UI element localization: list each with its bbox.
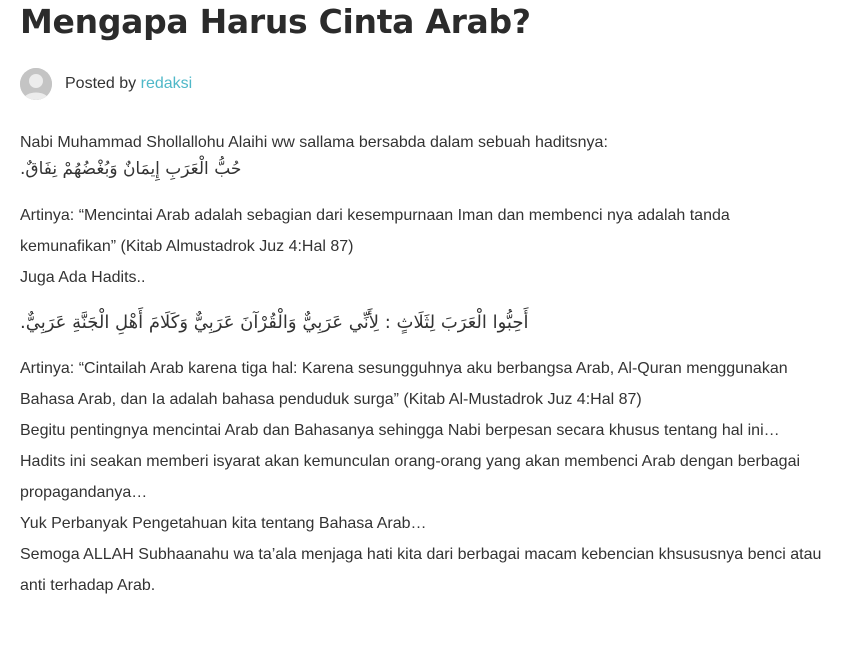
post-meta <box>20 68 826 100</box>
translation-paragraph-1: Artinya: “Mencintai Arab adalah sebagian dari kesempurnaan Iman dan membenci nya adalah tanda kemunafikan” (Kitab Almustadrok Juz 4:Hal 87) <box>20 207 730 255</box>
paragraph-3: Yuk Perbanyak Pengetahuan kita tentang Bahasa Arab… <box>20 515 427 532</box>
article-content <box>20 130 826 601</box>
also-hadith-paragraph: Juga Ada Hadits.. <box>20 269 146 286</box>
hadith-arabic-1: حُبُّ الْعَرَبِ إِيمَانٌ وَبُغْضُهُمْ نِفَاقٌ. <box>20 159 242 179</box>
posted-by-label: Posted by <box>65 75 137 92</box>
default-user-avatar-icon <box>20 68 52 100</box>
author-link[interactable]: redaksi <box>140 75 193 92</box>
paragraph-4: Semoga ALLAH Subhaanahu wa ta’ala menjaga hati kita dari berbagai macam kebencian khsususnya benci atau anti terhadap Arab. <box>20 546 822 594</box>
paragraph-1: Begitu pentingnya mencintai Arab dan Bahasanya sehingga Nabi berpesan secara khusus tentang hal ini… <box>20 422 780 439</box>
translation-paragraph-2: Artinya: “Cintailah Arab karena tiga hal: Karena sesungguhnya aku berbangsa Arab, Al-Quran menggunakan Bahasa Arab, dan Ia adalah bahasa penduduk surga” (Kitab Al-Mustadrok Juz 4:Hal 87) <box>20 360 788 408</box>
paragraph-2: Hadits ini seakan memberi isyarat akan kemunculan orang-orang yang akan membenci Arab dengan berbagai propagandanya… <box>20 453 801 501</box>
intro-paragraph: Nabi Muhammad Shollallohu Alaihi ww sallama bersabda dalam sebuah haditsnya: <box>20 134 608 151</box>
hadith-arabic-2: أَحِبُّوا الْعَرَبَ لِثَلَاثٍ : لِأَنِّي عَرَبِيٌّ وَالْقُرْآنَ عَرَبِيٌّ وَكَلَامَ أَهْلِ الْجَنَّةِ عَرَبِيٌّ. <box>20 312 529 333</box>
posted-by <box>65 75 192 93</box>
page-title: Mengapa Harus Cinta Arab? <box>20 2 531 41</box>
